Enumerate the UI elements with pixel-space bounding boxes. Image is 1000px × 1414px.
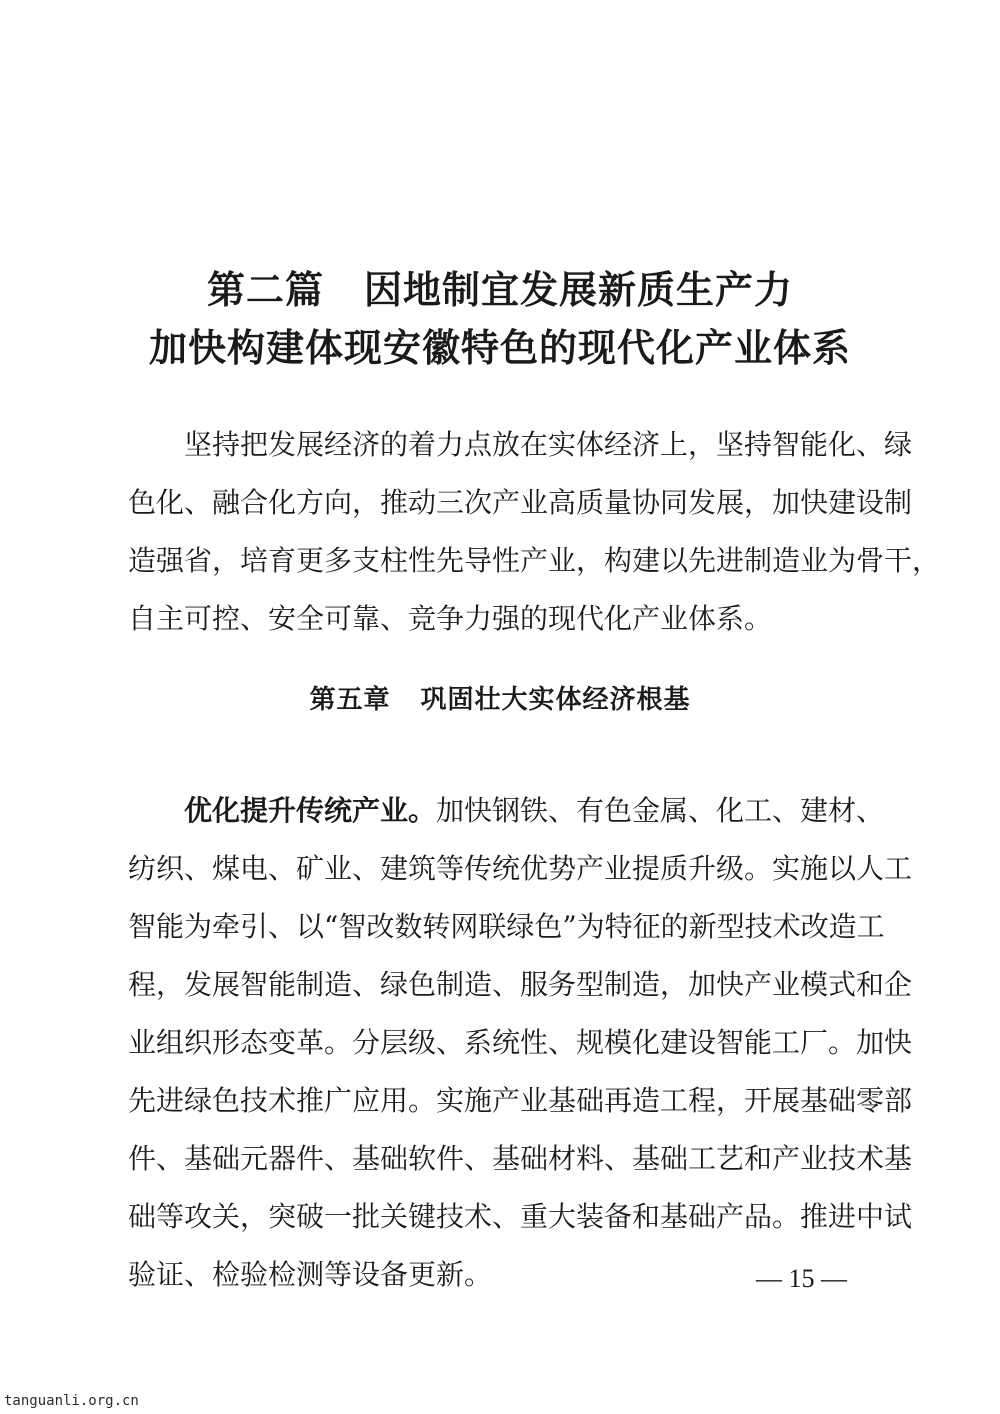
section-first-line-text: 加快钢铁、有色金属、化工、建材、 xyxy=(436,794,885,827)
section-line: 智能为牵引、以“智改数转网联绿色”为特征的新型技术改造工 xyxy=(128,910,885,943)
chapter-label: 第五章 xyxy=(309,685,391,715)
part-label: 第二篇 xyxy=(206,267,324,312)
intro-line: 坚持把发展经济的着力点放在实体经济上，坚持智能化、绿 xyxy=(184,428,913,461)
intro-line: 造强省，培育更多支柱性先导性产业，构建以先进制造业为骨干， xyxy=(128,544,941,577)
section-lead-heading: 优化提升传统产业。 xyxy=(184,794,437,827)
chapter-title-text: 巩固壮大实体经济根基 xyxy=(420,685,691,715)
section-paragraph xyxy=(128,782,913,1304)
section-line: 件、基础元器件、基础软件、基础材料、基础工艺和产业技术基 xyxy=(128,1142,913,1175)
section-line: 验证、检验检测等设备更新。 xyxy=(128,1258,493,1291)
section-line: 业组织形态变革。分层级、系统性、规模化建设智能工厂。加快 xyxy=(128,1026,913,1059)
intro-line: 自主可控、安全可靠、竞争力强的现代化产业体系。 xyxy=(128,602,773,635)
part-title-text: 因地制宜发展新质生产力 xyxy=(364,267,794,312)
section-line: 先进绿色技术推广应用。实施产业基础再造工程，开展基础零部 xyxy=(128,1084,913,1117)
section-first-line xyxy=(128,782,885,840)
section-line: 纺织、煤电、矿业、建筑等传统优势产业提质升级。实施以人工 xyxy=(128,852,913,885)
intro-line: 色化、融合化方向，推动三次产业高质量协同发展，加快建设制 xyxy=(128,486,913,519)
chapter-title xyxy=(0,680,1000,720)
section-line: 础等攻关，突破一批关键技术、重大装备和基础产品。推进中试 xyxy=(128,1200,913,1233)
source-watermark: tanguanli.org.cn xyxy=(4,1393,139,1409)
intro-paragraph xyxy=(128,416,941,648)
page-number: — 15 — xyxy=(756,1264,847,1293)
part-title-line-1 xyxy=(0,260,1000,320)
part-title-line-2: 加快构建体现安徽特色的现代化产业体系 xyxy=(148,325,851,370)
section-line: 程，发展智能制造、绿色制造、服务型制造，加快产业模式和企 xyxy=(128,968,913,1001)
